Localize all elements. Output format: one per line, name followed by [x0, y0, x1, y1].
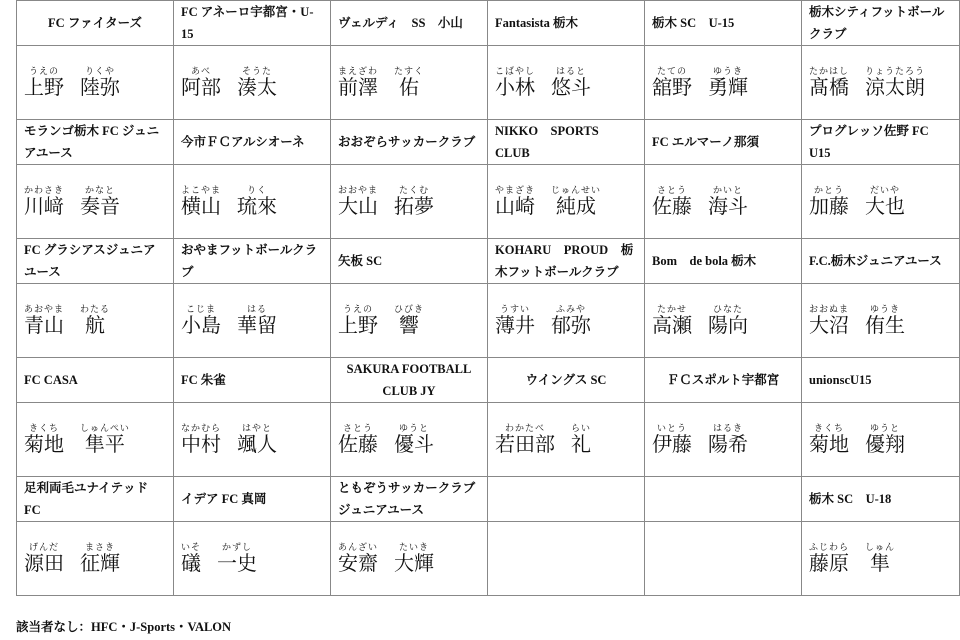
furigana: らい [571, 422, 592, 433]
furigana: こじま [185, 303, 216, 314]
player-given-name [571, 423, 591, 456]
name-kanji: 前澤 [338, 76, 378, 99]
player-surname [809, 304, 849, 337]
player-surname [24, 66, 64, 99]
player-surname [652, 304, 692, 337]
name-kanji: 安齋 [338, 552, 378, 575]
player-given-name [708, 185, 748, 218]
furigana: かずし [222, 541, 253, 552]
team-name: ともぞうサッカークラブジュニアユース [331, 477, 488, 522]
team-name: 栃木 SC U-15 [645, 1, 802, 46]
furigana: ゆうと [869, 422, 900, 433]
name-kanji: 侑生 [865, 314, 906, 337]
team-row [17, 477, 960, 522]
player-given-name [708, 304, 748, 337]
furigana: かいと [712, 184, 743, 195]
player-cell [488, 165, 645, 239]
name-kanji: 若田部 [495, 433, 555, 456]
furigana: ゆうと [398, 422, 429, 433]
name-kanji: 颯人 [237, 433, 278, 456]
player-given-name [708, 423, 748, 456]
player-surname [652, 185, 692, 218]
player-surname [495, 185, 535, 218]
furigana: まさき [84, 541, 115, 552]
player-cell [645, 46, 802, 120]
player-cell [174, 403, 331, 477]
furigana: おおぬま [809, 303, 850, 314]
player-given-name [394, 185, 434, 218]
player-given-name [80, 423, 130, 456]
name-kanji: 山崎 [495, 195, 535, 218]
player-surname [652, 423, 692, 456]
name-kanji: 華留 [237, 314, 277, 337]
player-cell [174, 46, 331, 120]
player-cell [17, 522, 174, 596]
name-kanji: 純成 [556, 195, 597, 218]
furigana: よこやま [181, 184, 222, 195]
player-cell [488, 284, 645, 358]
player-cell [645, 403, 802, 477]
team-name: 栃木 SC U-18 [802, 477, 960, 522]
name-kanji: 中村 [181, 433, 221, 456]
furigana: たかはし [809, 65, 850, 76]
player-surname [338, 304, 378, 337]
player-surname [181, 423, 221, 456]
furigana: なかむら [181, 422, 222, 433]
team-name: SAKURA FOOTBALL CLUB JY [331, 358, 488, 403]
team-name: ヴェルディ SS 小山 [331, 1, 488, 46]
player-surname [495, 304, 535, 337]
team-name [645, 477, 802, 522]
name-kanji: 大沼 [809, 314, 849, 337]
name-kanji: 征輝 [80, 552, 120, 575]
team-name: unionscU15 [802, 358, 960, 403]
player-cell [802, 165, 960, 239]
furigana: わかたべ [504, 422, 545, 433]
furigana: しゅんぺい [80, 422, 130, 433]
name-kanji: 小島 [181, 314, 221, 337]
name-kanji: 奏音 [80, 195, 121, 218]
player-given-name [865, 304, 905, 337]
name-kanji: 横山 [181, 195, 221, 218]
team-name: 足利両毛ユナイテッド FC [17, 477, 174, 522]
name-kanji: 優翔 [865, 433, 905, 456]
furigana: かわさき [24, 184, 65, 195]
player-cell [645, 165, 802, 239]
player-given-name [708, 66, 748, 99]
player-cell [174, 284, 331, 358]
player-given-name [80, 185, 120, 218]
name-kanji: 菊地 [24, 433, 64, 456]
name-kanji: 陸弥 [80, 76, 120, 99]
player-cell [17, 165, 174, 239]
furigana: しゅん [865, 541, 896, 552]
player-cell [645, 284, 802, 358]
player-cell [331, 403, 488, 477]
name-kanji: 藤原 [809, 552, 849, 575]
team-name [488, 477, 645, 522]
name-kanji: 郁弥 [551, 314, 591, 337]
team-name: イデア FC 真岡 [174, 477, 331, 522]
team-name: おやまフットボールクラブ [174, 239, 331, 284]
player-surname [495, 66, 535, 99]
name-kanji: 佐藤 [338, 433, 378, 456]
player-cell [488, 403, 645, 477]
furigana: たすく [394, 65, 425, 76]
furigana: わたる [80, 303, 111, 314]
furigana: だいや [869, 184, 900, 195]
player-cell [174, 522, 331, 596]
player-row [17, 165, 960, 239]
team-name: FC 朱雀 [174, 358, 331, 403]
player-surname [338, 185, 378, 218]
player-given-name [80, 66, 120, 99]
furigana: いそ [181, 541, 202, 552]
furigana: ふみや [555, 303, 586, 314]
name-kanji: 薄井 [495, 314, 535, 337]
team-name: F.C.栃木ジュニアユース [802, 239, 960, 284]
player-surname [181, 66, 221, 99]
team-name: プログレッソ佐野 FC U15 [802, 120, 960, 165]
name-kanji: 菊地 [809, 433, 849, 456]
player-surname [181, 185, 221, 218]
name-kanji: 源田 [24, 552, 64, 575]
player-cell [174, 165, 331, 239]
furigana: さとう [656, 184, 687, 195]
player-surname [809, 423, 849, 456]
team-name: Bom de bola 栃木 [645, 239, 802, 284]
name-kanji: 響 [399, 314, 419, 337]
team-name: モランゴ栃木 FC ジュニアユース [17, 120, 174, 165]
team-name: FC ファイターズ [17, 1, 174, 46]
player-given-name [394, 542, 434, 575]
name-kanji: 佑 [399, 76, 420, 99]
player-given-name [394, 423, 434, 456]
team-name: ＦＣスポルト宇都宮 [645, 358, 802, 403]
name-kanji: 上野 [338, 314, 378, 337]
team-name: FC アネーロ宇都宮・U-15 [174, 1, 331, 46]
player-surname [652, 66, 692, 99]
player-surname [809, 542, 849, 575]
player-given-name [394, 66, 424, 99]
name-kanji: 礒 [181, 552, 201, 575]
furigana: はやと [242, 422, 273, 433]
player-surname [181, 304, 221, 337]
player-cell [488, 522, 645, 596]
player-given-name [394, 304, 424, 337]
name-kanji: 拓夢 [394, 195, 435, 218]
name-kanji: 川﨑 [24, 195, 64, 218]
team-name: ウイングス SC [488, 358, 645, 403]
furigana: かとう [813, 184, 844, 195]
team-name: FC グラシアスジュニアユース [17, 239, 174, 284]
furigana: じゅんせい [551, 184, 602, 195]
player-surname [809, 66, 849, 99]
player-cell [645, 522, 802, 596]
furigana: りくや [84, 65, 115, 76]
player-surname [24, 185, 64, 218]
player-cell [331, 165, 488, 239]
furigana: さとう [342, 422, 373, 433]
player-given-name [80, 304, 110, 337]
player-cell [802, 522, 960, 596]
furigana: きくち [813, 422, 844, 433]
player-given-name [237, 66, 277, 99]
furigana: たての [656, 65, 687, 76]
player-surname [809, 185, 849, 218]
player-given-name [865, 66, 925, 99]
furigana: たかせ [656, 303, 687, 314]
furigana: やまざき [495, 184, 536, 195]
furigana: はるき [712, 422, 743, 433]
name-kanji: 舘野 [652, 76, 692, 99]
name-kanji: 小林 [495, 76, 535, 99]
furigana: うえの [342, 303, 373, 314]
team-row [17, 1, 960, 46]
furigana: たくむ [399, 184, 430, 195]
furigana: こばやし [495, 65, 536, 76]
name-kanji: 上野 [24, 76, 64, 99]
player-cell [802, 46, 960, 120]
name-kanji: 阿部 [181, 76, 221, 99]
furigana: うすい [499, 303, 530, 314]
furigana: あべ [190, 65, 211, 76]
player-cell [17, 403, 174, 477]
name-kanji: 涼太朗 [865, 76, 926, 99]
team-name: 栃木シティフットボールクラブ [802, 1, 960, 46]
team-name: FC エルマーノ那須 [645, 120, 802, 165]
furigana: おおやま [338, 184, 379, 195]
player-cell [331, 284, 488, 358]
team-row [17, 120, 960, 165]
player-surname [24, 423, 64, 456]
furigana: はる [246, 303, 267, 314]
player-given-name [237, 423, 277, 456]
name-kanji: 大也 [865, 195, 905, 218]
player-row [17, 522, 960, 596]
player-surname [338, 66, 378, 99]
name-kanji: 琉來 [237, 195, 278, 218]
player-surname [495, 423, 555, 456]
player-given-name [865, 542, 895, 575]
player-given-name [80, 542, 120, 575]
team-name: NIKKO SPORTS CLUB [488, 120, 645, 165]
player-row [17, 284, 960, 358]
player-cell [17, 284, 174, 358]
name-kanji: 陽向 [708, 314, 748, 337]
furigana: はると [556, 65, 587, 76]
furigana: かなと [85, 184, 116, 195]
furigana: あんざい [338, 541, 379, 552]
player-cell [488, 46, 645, 120]
name-kanji: 大輝 [394, 552, 435, 575]
furigana: まえざわ [338, 65, 379, 76]
player-surname [181, 542, 201, 575]
name-kanji: 優斗 [394, 433, 434, 456]
team-name: FC CASA [17, 358, 174, 403]
furigana: あおやま [24, 303, 65, 314]
player-given-name [551, 185, 601, 218]
name-kanji: 陽希 [708, 433, 748, 456]
player-given-name [237, 185, 277, 218]
name-kanji: 湊太 [237, 76, 277, 99]
player-cell [17, 46, 174, 120]
roster-table [16, 0, 960, 596]
team-name: KOHARU PROUD 栃木フットボールクラブ [488, 239, 645, 284]
player-cell [331, 46, 488, 120]
name-kanji: 悠斗 [551, 76, 592, 99]
furigana: ゆうき [870, 303, 901, 314]
name-kanji: 高瀬 [652, 314, 692, 337]
name-kanji: 加藤 [809, 195, 849, 218]
player-cell [802, 284, 960, 358]
name-kanji: 大山 [338, 195, 378, 218]
team-name: 今市ＦＣアルシオーネ [174, 120, 331, 165]
player-given-name [865, 185, 905, 218]
name-kanji: 髙橋 [809, 76, 849, 99]
furigana: げんだ [28, 541, 59, 552]
player-cell [331, 522, 488, 596]
furigana: りょうたろう [865, 65, 926, 76]
team-name: 矢板 SC [331, 239, 488, 284]
player-surname [338, 542, 378, 575]
player-given-name [237, 304, 277, 337]
furigana: りく [247, 184, 268, 195]
name-kanji: 伊藤 [652, 433, 692, 456]
name-kanji: 海斗 [708, 195, 748, 218]
team-name: Fantasista 栃木 [488, 1, 645, 46]
player-given-name [551, 304, 591, 337]
furigana: そうた [241, 65, 272, 76]
player-surname [24, 304, 64, 337]
team-name: おおぞらサッカークラブ [331, 120, 488, 165]
furigana: ひびき [394, 303, 425, 314]
player-row [17, 46, 960, 120]
name-kanji: 隼平 [84, 433, 125, 456]
player-surname [338, 423, 378, 456]
player-given-name [551, 66, 591, 99]
furigana: ひなた [712, 303, 743, 314]
player-given-name [865, 423, 905, 456]
player-row [17, 403, 960, 477]
furigana: たいき [399, 541, 430, 552]
furigana: いとう [656, 422, 687, 433]
furigana: ゆうき [712, 65, 743, 76]
team-row [17, 358, 960, 403]
player-surname [24, 542, 64, 575]
player-cell [802, 403, 960, 477]
name-kanji: 航 [85, 314, 106, 337]
name-kanji: 勇輝 [708, 76, 748, 99]
furigana: ふじわら [809, 541, 850, 552]
name-kanji: 礼 [571, 433, 591, 456]
furigana: きくち [28, 422, 59, 433]
name-kanji: 青山 [24, 314, 64, 337]
player-given-name [217, 542, 257, 575]
team-row [17, 239, 960, 284]
furigana: うえの [28, 65, 59, 76]
footer-note: 該当者なし：HFC・J-Sports・VALON [16, 620, 232, 634]
name-kanji: 一史 [217, 552, 258, 575]
name-kanji: 隼 [870, 552, 891, 575]
name-kanji: 佐藤 [652, 195, 692, 218]
